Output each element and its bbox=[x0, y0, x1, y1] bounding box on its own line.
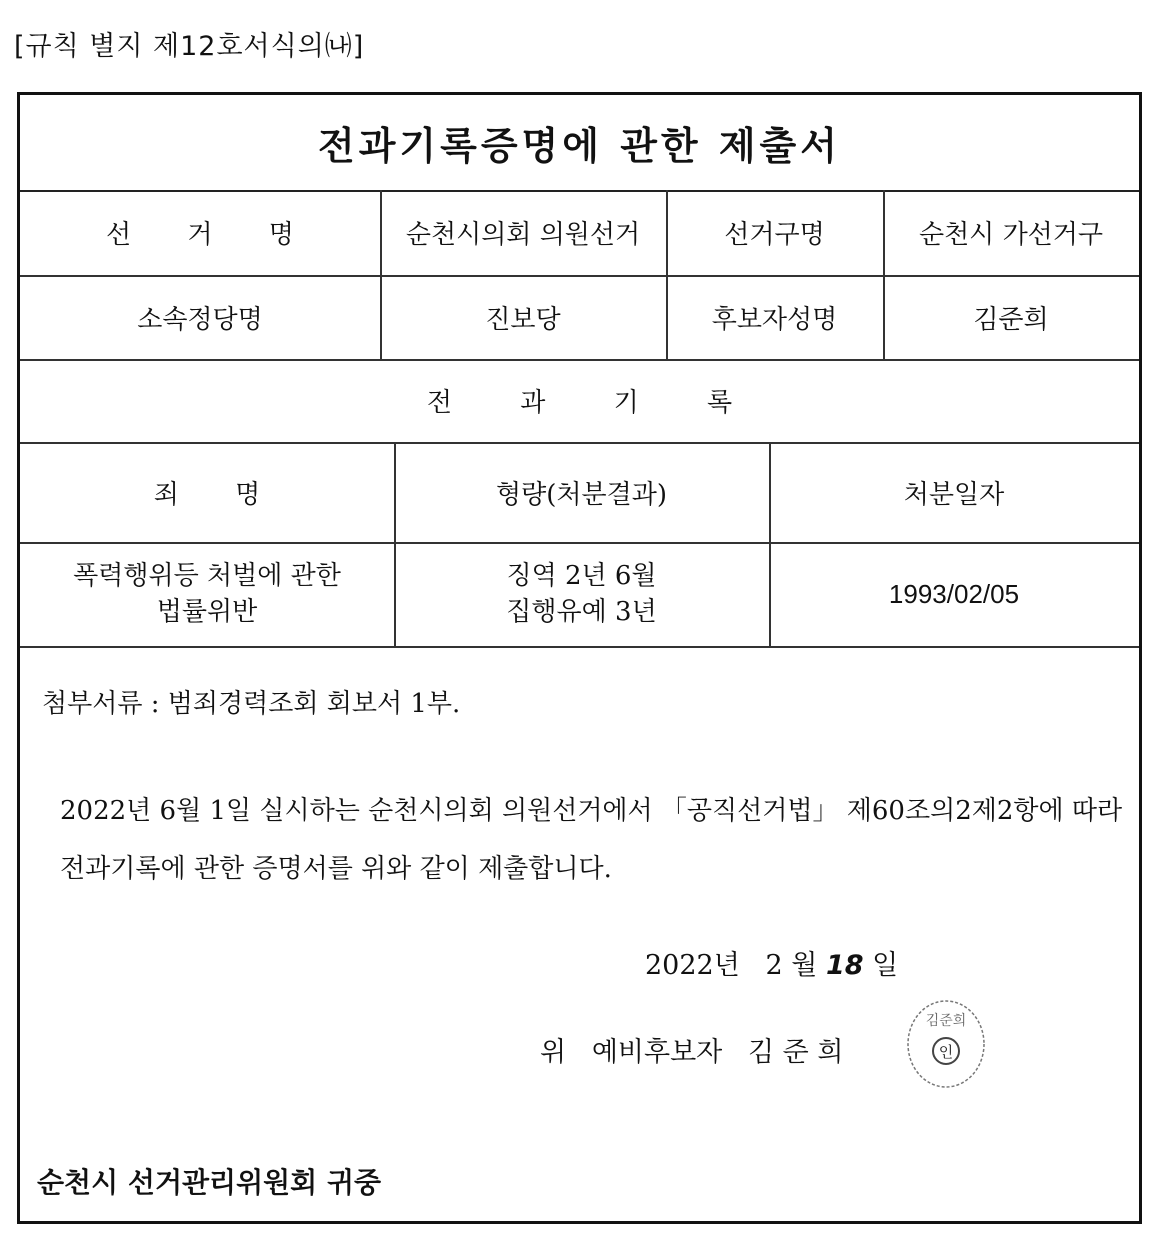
date-month: 2 월 bbox=[765, 950, 818, 981]
seal-stamp-icon bbox=[904, 997, 988, 1091]
date-day-suffix: 일 bbox=[872, 950, 899, 981]
table-row-crime bbox=[20, 542, 394, 646]
sentence-header: 형량(처분결과) bbox=[496, 479, 667, 510]
district-value: 순천시 가선거구 bbox=[918, 220, 1104, 250]
table-row-date: 1993/02/05 bbox=[888, 578, 1020, 609]
seal-name-text: 김준희 bbox=[925, 1013, 967, 1029]
sentence-line: 징역 2년 6월 bbox=[506, 561, 657, 591]
submission-statement: 2022년 6월 1일 실시하는 순천시의회 의원선거에서 「공직선거법」 제60조의2제2항에 따라 전과기록에 관한 증명서를 위와 같이 제출합니다. bbox=[60, 796, 1123, 884]
record-section-title: 전 과 기 록 bbox=[426, 388, 763, 418]
crime-header: 죄 명 bbox=[153, 479, 285, 510]
sentence-line: 집행유예 3년 bbox=[506, 597, 657, 627]
party-label: 소속정당명 bbox=[137, 304, 263, 335]
table-row-sentence bbox=[394, 542, 769, 646]
submission-date bbox=[645, 943, 898, 982]
election-name-label: 선 거 명 bbox=[106, 220, 318, 250]
attachment-note: 첨부서류 : 범죄경력조회 회보서 1부. bbox=[42, 689, 461, 719]
candidate-value: 김준희 bbox=[973, 304, 1049, 335]
crime-line: 폭력행위등 처벌에 관한 bbox=[73, 561, 341, 591]
district-label: 선거구명 bbox=[724, 220, 825, 250]
party-value: 진보당 bbox=[485, 304, 561, 335]
form-label: [규칙 별지 제12호서식의㈏] bbox=[14, 31, 365, 62]
signer-prefix: 위 bbox=[540, 1037, 567, 1068]
disposition-date-header: 처분일자 bbox=[903, 479, 1005, 510]
candidate-label: 후보자성명 bbox=[711, 304, 838, 335]
addressee: 순천시 선거관리위원회 귀중 bbox=[37, 1166, 382, 1199]
form-title: 전과기록증명에 관한 제출서 bbox=[20, 95, 1139, 192]
election-name-value: 순천시의회 의원선거 bbox=[405, 220, 641, 250]
signer-line bbox=[540, 1030, 843, 1069]
date-day-handwritten: 18 bbox=[825, 950, 864, 981]
signer-name: 김 준 희 bbox=[748, 1037, 844, 1068]
divider bbox=[20, 646, 1139, 648]
date-year: 2022년 bbox=[645, 950, 740, 981]
crime-line: 법률위반 bbox=[156, 597, 258, 627]
signer-role: 예비후보자 bbox=[591, 1037, 723, 1068]
submission-form bbox=[17, 92, 1142, 1224]
seal-mark-text: 인 bbox=[938, 1043, 954, 1061]
